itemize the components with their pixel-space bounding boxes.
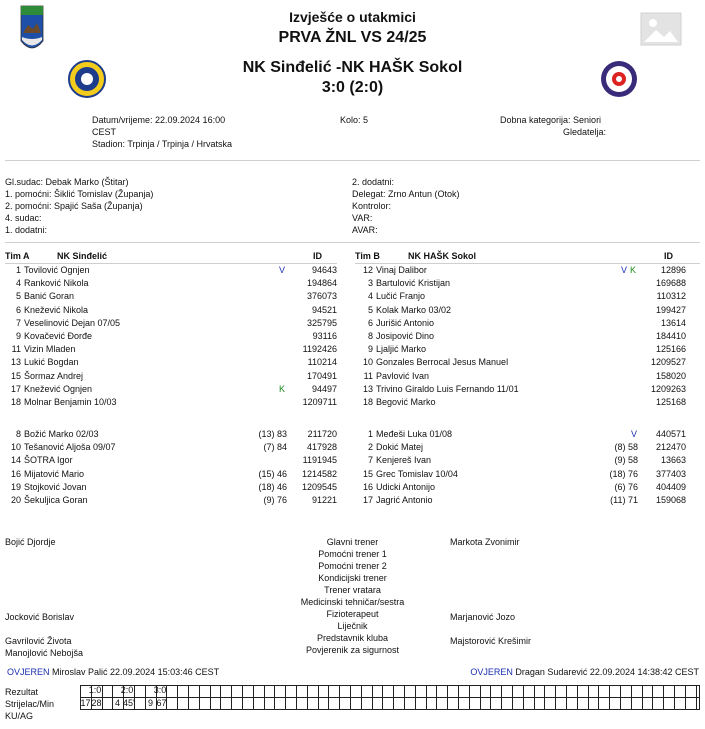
captain-marker: V [621,265,628,275]
player-name: Veselinović Dejan 07/05 [24,317,121,328]
official-line: Gl.sudac: Debak Marko (Štitar) [5,177,129,187]
player-id: 184410 [655,331,686,341]
verified-tag: OVJEREN [7,667,50,677]
official-line: VAR: [352,213,373,223]
player-number: 9 [367,344,373,355]
player-name: Udicki Antonijo [376,481,436,492]
match-score: 3:0 (2:0) [321,79,384,96]
player-number: 13 [362,383,373,394]
player-name: Kovačević Đorđe [24,331,93,341]
player-name: Ljaljić Marko [376,344,427,355]
match-datetime: Datum/vrijeme: 22.09.2024 16:00 [92,115,226,125]
player-name: Šekuljica Goran [24,495,88,505]
player-number: 2 [367,442,373,453]
substitution-info: (13) 83 [258,429,287,439]
player-name: Šormaz Andrej [24,370,84,381]
goal-score: 3:0 [153,685,167,695]
player-number: 20 [10,495,21,505]
player-number: 8 [15,429,21,439]
player-name: Grec Tomislav 10/04 [376,468,458,479]
player-id: 1214582 [301,468,337,479]
player-number: 4 [15,278,21,289]
player-number: 4 [367,291,373,302]
player-name: Gonzales Berrocal Jesus Manuel [376,357,509,368]
official-line: AVAR: [352,225,378,235]
player-name: Jagrić Antonio [376,495,433,505]
player-number: 11 [363,370,373,381]
player-number: 10 [362,357,373,368]
officials-left [5,176,153,236]
player-id: 170491 [306,370,337,381]
spectators: Gledatelja: [563,127,607,137]
staff-role: Povjerenik za sigurnost [305,645,400,655]
player-number: 9 [15,331,21,341]
player-name: Mijatović Mario [24,468,85,479]
staff-role: Trener vratara [324,585,381,595]
player-name: Stojković Jovan [24,481,87,492]
player-name: Tovilović Ognjen [24,265,90,275]
player-name: Molnar Benjamin 10/03 [24,397,117,407]
competition-title: PRVA ŽNL VS 24/25 [278,29,427,46]
player-number: 17 [362,495,373,505]
player-id: 110214 [307,357,337,368]
player-number: 7 [367,455,373,466]
player-id: 13663 [660,455,686,466]
substitution-info: (8) 58 [614,442,638,453]
team-a-name: NK Sinđelić [57,251,108,261]
staff-roles [270,536,435,656]
player-name: Kenjereš Ivan [376,455,432,466]
player-number: 6 [367,317,373,328]
player-number: 18 [10,397,21,407]
official-line: 2. dodatni: [352,177,395,187]
player-id: 1209545 [301,481,337,492]
player-id: 125166 [655,344,686,355]
player-name: Banić Goran [24,291,75,302]
player-number: 16 [362,481,373,492]
player-number: 13 [10,357,21,368]
match-round: Kolo: 5 [340,115,369,125]
staff-role: Medicinski tehničar/sestra [300,597,405,607]
player-name: Vizin Mladen [24,344,76,355]
player-number: 15 [10,370,21,381]
goal-minute: 28 [91,698,102,708]
scoring-labels [5,686,54,722]
divider [5,242,700,243]
captain-marker: K [630,265,637,275]
player-id: 13614 [660,317,686,328]
age-category: Dobna kategorija: Seniori [500,115,602,125]
player-number: 14 [10,455,21,466]
player-name: Bartulović Kristijan [376,278,451,289]
scoring-label: Strijelac/Min [5,699,55,709]
player-name: ŠOTRA Igor [24,455,73,466]
player-id: 1209711 [302,397,337,407]
player-name: Begović Marko [376,397,436,407]
player-id: 1192426 [302,344,337,355]
player-number: 12 [362,265,373,275]
player-number: 17 [10,383,21,394]
goal-score: 1:0 [88,685,102,695]
player-name: Vinaj Dalibor [376,265,427,275]
player-id: 211720 [307,429,337,439]
verified-by: Miroslav Palić 22.09.2024 15:03:46 CEST [52,667,220,677]
team-b-id-header: ID [664,251,673,261]
player-name: Trivino Giraldo Luis Fernando 11/01 [376,383,519,394]
player-id: 1191945 [302,455,337,466]
player-name: Dokić Matej [376,442,424,453]
captain-marker: V [279,265,286,275]
scoring-label: Rezultat [5,687,39,697]
player-id: 93116 [312,331,337,341]
verified-by: Dragan Sudarević 22.09.2024 14:38:42 CEST [515,667,699,677]
official-line: 4. sudac: [5,213,42,223]
team-a-verification [7,666,219,678]
goal-scorer: 17 [80,698,91,708]
player-id: 1209263 [650,383,686,394]
player-number: 7 [15,317,21,328]
player-id: 12896 [660,265,686,275]
player-number: 1 [367,429,373,439]
player-name: Lučić Franjo [376,291,426,302]
team-b-physio: Marjanović Jozo [450,612,516,622]
substitution-info: (15) 46 [258,468,287,479]
goal-scorer: 4 [114,698,120,708]
player-name: Josipović Dino [376,331,435,341]
verified-tag: OVJEREN [470,667,513,677]
substitution-info: (11) 71 [610,495,638,505]
player-number: 10 [10,442,21,453]
player-number: 5 [367,304,373,315]
substitution-info: (6) 76 [614,481,638,492]
team-b-head-coach: Markota Zvonimir [450,537,520,547]
player-id: 169688 [655,278,686,289]
official-line: Delegat: Zrno Antun (Otok) [352,189,460,199]
goal-minute: 67 [156,698,167,708]
player-id: 199427 [655,304,686,315]
player-name: Lukić Bogdan [24,357,79,368]
player-name: Knežević Ognjen [24,383,93,394]
staff-role: Predstavnik kluba [316,633,389,643]
substitution-info: (9) 76 [263,495,287,505]
official-line: 1. pomoćni: Šiklić Tomislav (Županja) [5,189,154,199]
substitution-info: V [631,429,638,439]
divider [5,160,700,161]
captain-marker: K [279,383,286,394]
player-id: 376073 [306,291,337,302]
official-line: 1. dodatni: [5,225,48,235]
goal-scorer: 9 [147,698,153,708]
player-number: 8 [367,331,373,341]
officials-right [352,176,460,236]
staff-role: Fizioterapeut [326,609,379,619]
player-id: 404409 [655,481,686,492]
team-b-club-rep: Majstorović Krešimir [450,636,532,646]
player-number: 5 [15,291,21,302]
player-id: 91221 [311,495,337,505]
player-number: 15 [362,468,373,479]
player-number: 16 [10,468,21,479]
player-id: 377403 [655,468,686,479]
match-title: NK Sinđelić -NK HAŠK Sokol [242,59,463,76]
player-name: Knežević Nikola [24,304,89,315]
substitution-info: (7) 84 [263,442,287,453]
player-name: Pavlović Ivan [376,370,430,381]
player-id: 125168 [655,397,686,407]
team-a-id-header: ID [313,251,322,261]
player-number: 19 [10,481,21,492]
player-number: 3 [367,278,373,289]
player-name: Jurišić Antonio [376,317,435,328]
team-a-label: Tim A [5,251,30,261]
player-id: 440571 [655,429,686,439]
staff-role: Kondicijski trener [318,573,387,583]
player-name: Tešanović Aljoša 09/07 [24,442,116,453]
player-name: Ranković Nikola [24,278,89,289]
team-b-label: Tim B [355,251,380,261]
player-name: Međeši Luka 01/08 [376,429,453,439]
player-id: 194864 [306,278,337,289]
player-id: 1209527 [650,357,686,368]
team-a-head-coach: Bojić Djordje [5,537,56,547]
player-id: 110312 [656,291,686,302]
player-id: 94497 [311,383,337,394]
player-id: 212470 [655,442,686,453]
player-id: 159068 [655,495,686,505]
player-name: Božić Marko 02/03 [24,429,99,439]
official-line: Kontrolor: [352,201,392,211]
match-stadium: Stadion: Trpinja / Trpinja / Hrvatska [92,139,233,149]
report-title: Izvješće o utakmici [289,9,416,25]
player-id: 417928 [306,442,337,453]
player-number: 11 [11,344,21,355]
staff-role: Liječnik [337,621,368,631]
player-id: 158020 [655,370,686,381]
team-a-security: Manojlović Nebojša [5,648,84,658]
player-id: 325795 [306,317,337,328]
player-number: 6 [15,304,21,315]
goal-score: 2:0 [120,685,134,695]
player-number: 1 [15,265,21,275]
substitution-info: (9) 58 [614,455,638,466]
staff-role: Pomoćni trener 2 [318,561,387,571]
scoring-grid [80,685,700,711]
team-a-club-rep: Gavrilović Života [5,636,72,646]
substitution-info: (18) 46 [258,481,287,492]
player-name: Kolak Marko 03/02 [376,304,452,315]
team-b-name: NK HAŠK Sokol [408,251,477,261]
substitution-info: (18) 76 [609,468,638,479]
team-b-verification [470,666,699,678]
goal-minute: 45' [123,698,135,708]
player-id: 94521 [311,304,337,315]
player-number: 18 [362,397,373,407]
official-line: 2. pomoćni: Spajić Saša (Županja) [5,201,143,211]
staff-role: Pomoćni trener 1 [318,549,387,559]
match-timezone: CEST [92,127,117,137]
staff-role: Glavni trener [326,537,379,547]
scoring-label: KU/AG [5,711,34,721]
player-id: 94643 [311,265,337,275]
team-a-physio: Jocković Borislav [5,612,75,622]
